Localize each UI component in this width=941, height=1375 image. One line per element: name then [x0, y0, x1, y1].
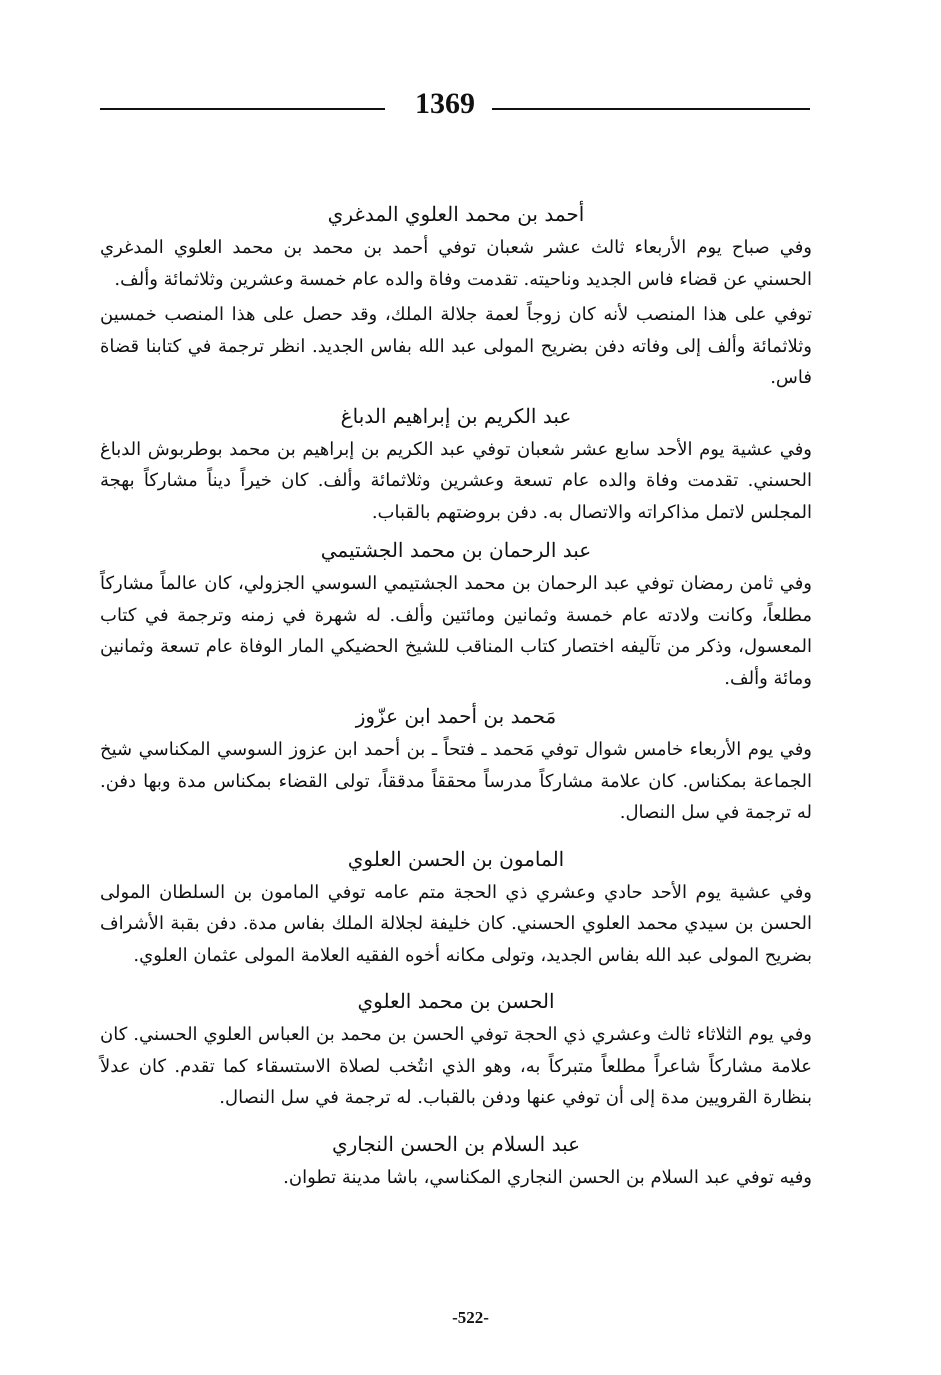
entry-paragraph: وفيه توفي عبد السلام بن الحسن النجاري المكناسي، باشا مدينة تطوان. — [283, 1166, 812, 1188]
entry-title: المامون بن الحسن العلوي — [347, 846, 565, 871]
entry-mohammed-ibn-azzouz — [100, 698, 812, 829]
entry-hassan-alaoui — [100, 983, 812, 1114]
header-rule-left — [100, 108, 385, 110]
header-rule-right — [492, 108, 810, 110]
page-header — [100, 84, 810, 128]
entry-mamoun-alaoui — [100, 841, 812, 972]
entry-title: أحمد بن محمد العلوي المدغري — [327, 202, 585, 226]
entry-paragraph: وفي عشية يوم الأحد سابع عشر شعبان توفي عبد الكريم بن إبراهيم بن محمد بوطربوش الدباغ الحسني. تقدمت وفاة والده عام تسعة وعشرين وثلاثمائة وألف. كان خيراً ديناً مشاركاً بهجة المجلس لاتمل مذاكراته والاتصال به. دفن بروضتهم بالقباب. — [100, 438, 812, 523]
entry-abdessalam-najjari — [100, 1126, 812, 1194]
entry-paragraph: وفي عشية يوم الأحد حادي وعشري ذي الحجة متم عامه توفي المامون بن السلطان المولى الحسن بن سيدي محمد العلوي الحسني. كان خليفة لجلالة الملك بفاس مدة. دفن بقبة الأشراف بضريح المولى عبد الله بفاس الجديد، وتولى مكانه أخوه الفقيه العلامة المولى عثمان العلوي. — [100, 881, 812, 966]
entry-title: عبد السلام بن الحسن النجاري — [331, 1131, 581, 1156]
entry-paragraph: توفي على هذا المنصب لأنه كان زوجاً لعمة جلالة الملك، وقد حصل على هذا المنصب خمسين وثلاثمائة وألف إلى وفاته دفن بضريح المولى عبد الله بفاس الجديد. انظر ترجمة في كتابنا قضاة فاس. — [100, 304, 812, 388]
entry-title: عبد الكريم بن إبراهيم الدباغ — [340, 403, 572, 428]
entry-title: الحسن بن محمد العلوي — [357, 989, 555, 1013]
entry-title: مَحمد بن أحمد ابن عزّوز — [355, 704, 557, 728]
entry-ahmad-mdghari — [100, 196, 812, 394]
page-footer-number: -522- — [452, 1308, 489, 1327]
page-number: 1369 — [415, 87, 475, 120]
entry-paragraph: وفي صباح يوم الأربعاء ثالث عشر شعبان توفي أحمد بن محمد بن محمد العلوي المدغري الحسني عن قضاء فاس الجديد وناحيته. تقدمت وفاة والده عام خمسة وعشرين وثلاثمائة وألف. — [100, 237, 812, 290]
page-content — [100, 196, 812, 1197]
entry-abderrahman-jashtimi — [100, 532, 812, 694]
entry-title: عبد الرحمان بن محمد الجشتيمي — [320, 538, 592, 562]
entry-paragraph: وفي يوم الأربعاء خامس شوال توفي مَحمد ـ فتحاً ـ بن أحمد ابن عزوز السوسي المكناسي شيخ الجماعة بمكناس. كان علامة مشاركاً مدرساً محققاً مدققاً، تولى القضاء بمكناس مدة وبها دفن. له ترجمة في سل النصال. — [100, 739, 812, 823]
entry-paragraph: وفي ثامن رمضان توفي عبد الرحمان بن محمد الجشتيمي السوسي الجزولي، كان عالماً مشاركاً مطلعاً، وكانت ولادته عام خمسة وثمانين ومائتين وألف. له شهرة في زمنه وترجمة في كتاب المعسول، وذكر من تآليفه اختصار كتاب المناقب للشيخ الحضيكي المار الوفاة عام تسعة وثمانين ومائة وألف. — [100, 573, 812, 689]
entry-abdelkarim-dabbagh — [100, 398, 812, 529]
entry-paragraph: وفي يوم الثلاثاء ثالث وعشري ذي الحجة توفي الحسن بن محمد بن العباس العلوي الحسني. كان علامة مشاركاً شاعراً مطلعاً متبركاً به، وهو الذي انتُخب لصلاة الاستسقاء كما تقدم. كان عدلاً بنظارة القرويين مدة إلى أن توفي عنها ودفن بالقباب. له ترجمة في سل النصال. — [100, 1024, 812, 1108]
